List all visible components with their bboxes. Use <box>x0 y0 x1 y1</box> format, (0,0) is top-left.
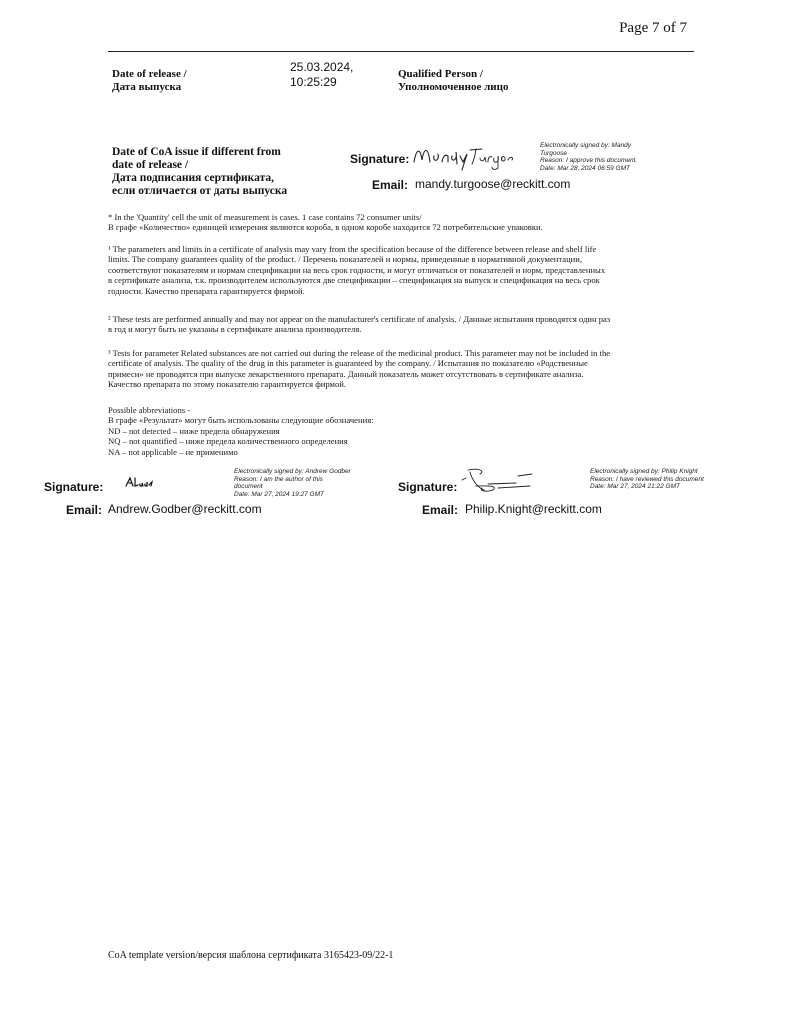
release-date-value <box>290 60 353 90</box>
quantity-note-ru: В графе «Количество» единицей измерения являются короба, в одном коробе находится 72 потребительские упаковки. <box>108 222 543 233</box>
abbreviation-nd: ND – not detected – ниже предела обнаружения <box>108 425 280 436</box>
release-date-label <box>112 68 187 94</box>
quantity-note <box>108 212 708 233</box>
author-stamp-line-1: Electronically signed by: Andrew Godber <box>234 468 351 475</box>
footnote-2-line: ² These tests are performed annually and may not appear on the manufacturer's certificate of analysis. / Данные испытания проводятся один раз <box>108 314 611 324</box>
reviewer-email-label: Email: <box>422 503 459 517</box>
abbreviation-nq: NQ – not quantified – ниже предела количественного определения <box>108 436 348 447</box>
abbreviations-title: Possible abbreviations - <box>108 405 191 415</box>
quantity-note-en: * In the 'Quantity' cell the unit of measurement is cases. 1 case contains 72 consumer units/ <box>108 212 422 222</box>
reviewer-signature-label: Signature: <box>398 480 458 494</box>
author-signature-label: Signature: <box>44 480 104 494</box>
author-email-link[interactable]: Andrew.Godber@reckitt.com <box>108 502 262 516</box>
author-stamp-line-4: Date: Mar 27, 2024 19:27 GMT <box>234 490 324 498</box>
qp-handwritten-signature <box>412 140 516 172</box>
qualified-person-label-ru: Уполномоченное лицо <box>398 81 509 93</box>
qp-stamp-line-3: Reason: I approve this document. <box>540 157 638 164</box>
qp-email-link[interactable]: mandy.turgoose@reckitt.com <box>415 177 571 191</box>
footnote-1 <box>108 244 708 296</box>
author-email-label: Email: <box>66 503 103 517</box>
footnote-1-line: в сертификате анализа, т.к. производителем используются две спецификации – спецификация на выпуск и спецификация на весь срок <box>108 275 600 286</box>
qp-signature-label: Signature: <box>350 152 410 166</box>
abbreviations-intro: В графе «Результат» могут быть использованы следующие обозначения: <box>108 415 374 426</box>
release-date: 25.03.2024, <box>290 60 354 74</box>
release-time: 10:25:29 <box>290 75 337 89</box>
qp-stamp-line-2: Turgoose <box>540 149 567 157</box>
footnote-3-line: certificate of analysis. The quality of the drug in this parameter is guaranteed by the company. / Испытания по показателю «Родственные <box>108 358 588 369</box>
coa-issue-line-1: Date of CoA issue if different from <box>112 146 281 158</box>
reviewer-email-link[interactable]: Philip.Knight@reckitt.com <box>465 502 602 516</box>
release-date-label-ru: Дата выпуска <box>112 81 182 93</box>
qp-electronic-signature-stamp <box>540 142 637 172</box>
qp-email-label: Email: <box>372 178 409 192</box>
coa-issue-line-2: date of release / <box>112 159 189 171</box>
release-date-label-en: Date of release / <box>112 68 187 80</box>
coa-issue-line-3: Дата подписания сертификата, <box>112 172 275 184</box>
author-electronic-signature-stamp <box>234 468 351 498</box>
footnote-2-line: в год и могут быть не указаны в сертификате анализа производителя. <box>108 324 362 335</box>
footnote-2 <box>108 314 708 335</box>
footnote-3 <box>108 348 708 390</box>
footnote-3-line: Качество препарата по этому показателю гарантируется фирмой. <box>108 379 347 390</box>
author-stamp-line-3: document <box>234 483 263 490</box>
reviewer-stamp-line-3: Date: Mar 27, 2024 21:22 GMT <box>590 483 680 490</box>
template-version-footer: CoA template version/версия шаблона сертификата 3165423-09/22-1 <box>108 950 394 961</box>
coa-issue-date-label <box>112 146 287 198</box>
page-number: Page 7 of 7 <box>619 20 687 36</box>
abbreviations <box>108 405 708 457</box>
coa-issue-line-4: если отличается от даты выпуска <box>112 185 288 197</box>
footnote-1-line: ¹ The parameters and limits in a certificate of analysis may vary from the specification because of the difference between release and shelf life <box>108 244 597 254</box>
header-divider <box>108 51 694 52</box>
footnote-1-line: годности. Качество препарата гарантируется фирмой. <box>108 285 305 296</box>
reviewer-electronic-signature-stamp <box>590 468 704 491</box>
footnote-3-line: примеси» не проводятся при выпуске лекарственного препарата. Данный показатель может отсутствовать в сертификате анализа. <box>108 368 584 379</box>
footnote-1-line: limits. The company guarantees quality of the product. / Перечень показателей и нормы, приведенные в нормативной документации, <box>108 254 583 265</box>
reviewer-handwritten-signature <box>458 466 536 496</box>
author-stamp-line-2: Reason: I am the author of this <box>234 475 323 483</box>
abbreviation-na: NA – not applicable – не применимо <box>108 446 238 457</box>
reviewer-stamp-line-2: Reason: I have reviewed this document <box>590 475 704 483</box>
reviewer-stamp-line-1: Electronically signed by: Philip Knight <box>590 468 698 475</box>
author-handwritten-signature <box>124 474 154 490</box>
footnote-3-line: ³ Tests for parameter Related substances are not carried out during the release of the medicinal product. This parameter may not be included in the <box>108 348 611 358</box>
qualified-person-label <box>398 68 508 94</box>
qp-stamp-line-4: Date: Mar 28, 2024 06:59 GMT <box>540 164 630 172</box>
footnote-1-line: соответствуют показателям и нормам спецификации на весь срок годности, и могут отличаться от показателей и норм, представленных <box>108 264 606 275</box>
qualified-person-label-en: Qualified Person / <box>398 68 483 80</box>
qp-stamp-line-1: Electronically signed by: Mandy <box>540 142 632 149</box>
